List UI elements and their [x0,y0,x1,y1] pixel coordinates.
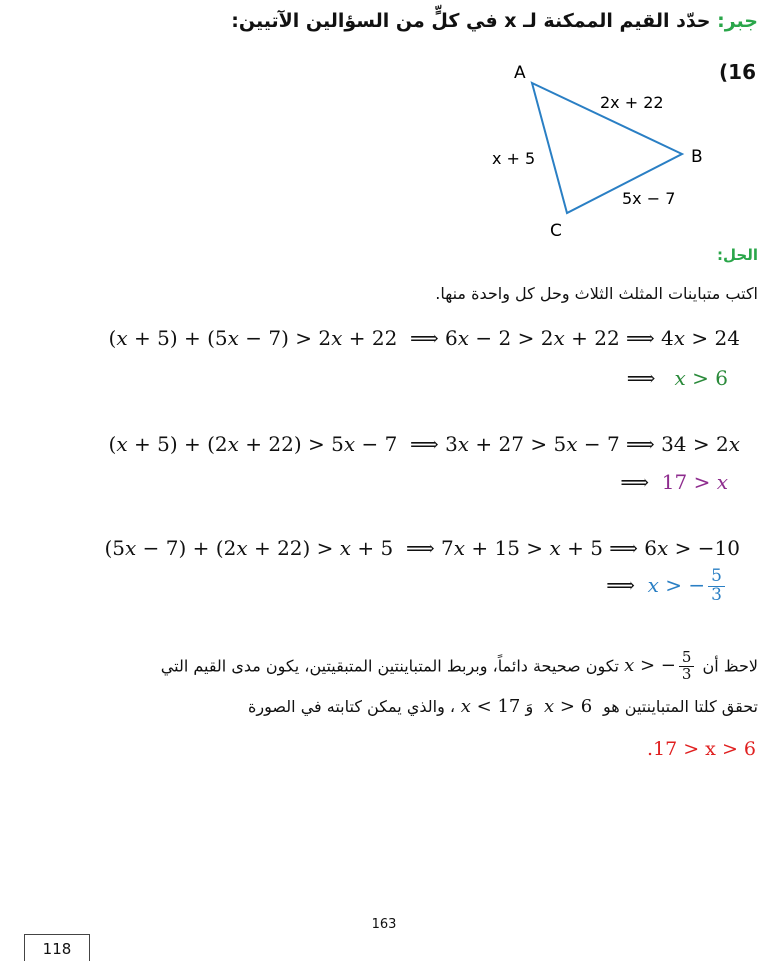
inequality-2-result: ⟹ 17 > x [620,470,728,494]
inequality-3: (5x − 7) + (2x + 22) > x + 5 ⟹ 7x + 15 > x + 5 ⟹ 6x > −10 [104,536,740,560]
inequality-1: (x + 5) + (5x − 7) > 2x + 22 ⟹ 6x − 2 > 2x + 22 ⟹ 4x > 24 [108,326,740,350]
solution-instruction: اكتب متباينات المثلث الثلاث وحل كل واحدة منها. [435,284,758,303]
side-ac-label: x + 5 [492,149,536,168]
vertex-b: B [691,147,703,167]
side-ab-label: 2x + 22 [600,93,664,112]
note-line-2: تحقق كلتا المتباينتين هو x > 6 وَ x < 17، والذي يمكن كتابته في الصورة [248,696,758,717]
triangle-diagram [470,58,710,243]
inequality-2: (x + 5) + (2x + 22) > 5x − 7 ⟹ 3x + 27 > 5x − 7 ⟹ 34 > 2x [108,432,740,456]
header-text: حدّد القيم الممكنة لـ x في كلٍّ من السؤالين الآتيين: [231,10,711,32]
note-line-1: لاحظ أن x > − $\frac{5}{3}$ تكون صحيحة دائماً، وبربط المتباينتين المتبقيتين، يكون مدى القيم التي [160,648,758,683]
inequality-1-result: ⟹ x > 6 [626,366,728,390]
inequality-3-result: ⟹ x > − $\frac{5}{3}$ [606,568,728,605]
problem-header [231,10,758,32]
note-line-3: .17 > x > 6 [646,738,756,760]
header-label: جبر: [717,10,758,32]
vertex-c: C [550,221,562,241]
page-number: 163 [371,917,397,932]
side-bc-label: 5x − 7 [622,189,676,208]
vertex-a: A [514,63,526,83]
page-box-number: 118 [24,934,90,961]
solution-label: الحل: [717,246,758,264]
question-number: (16 [719,60,756,84]
